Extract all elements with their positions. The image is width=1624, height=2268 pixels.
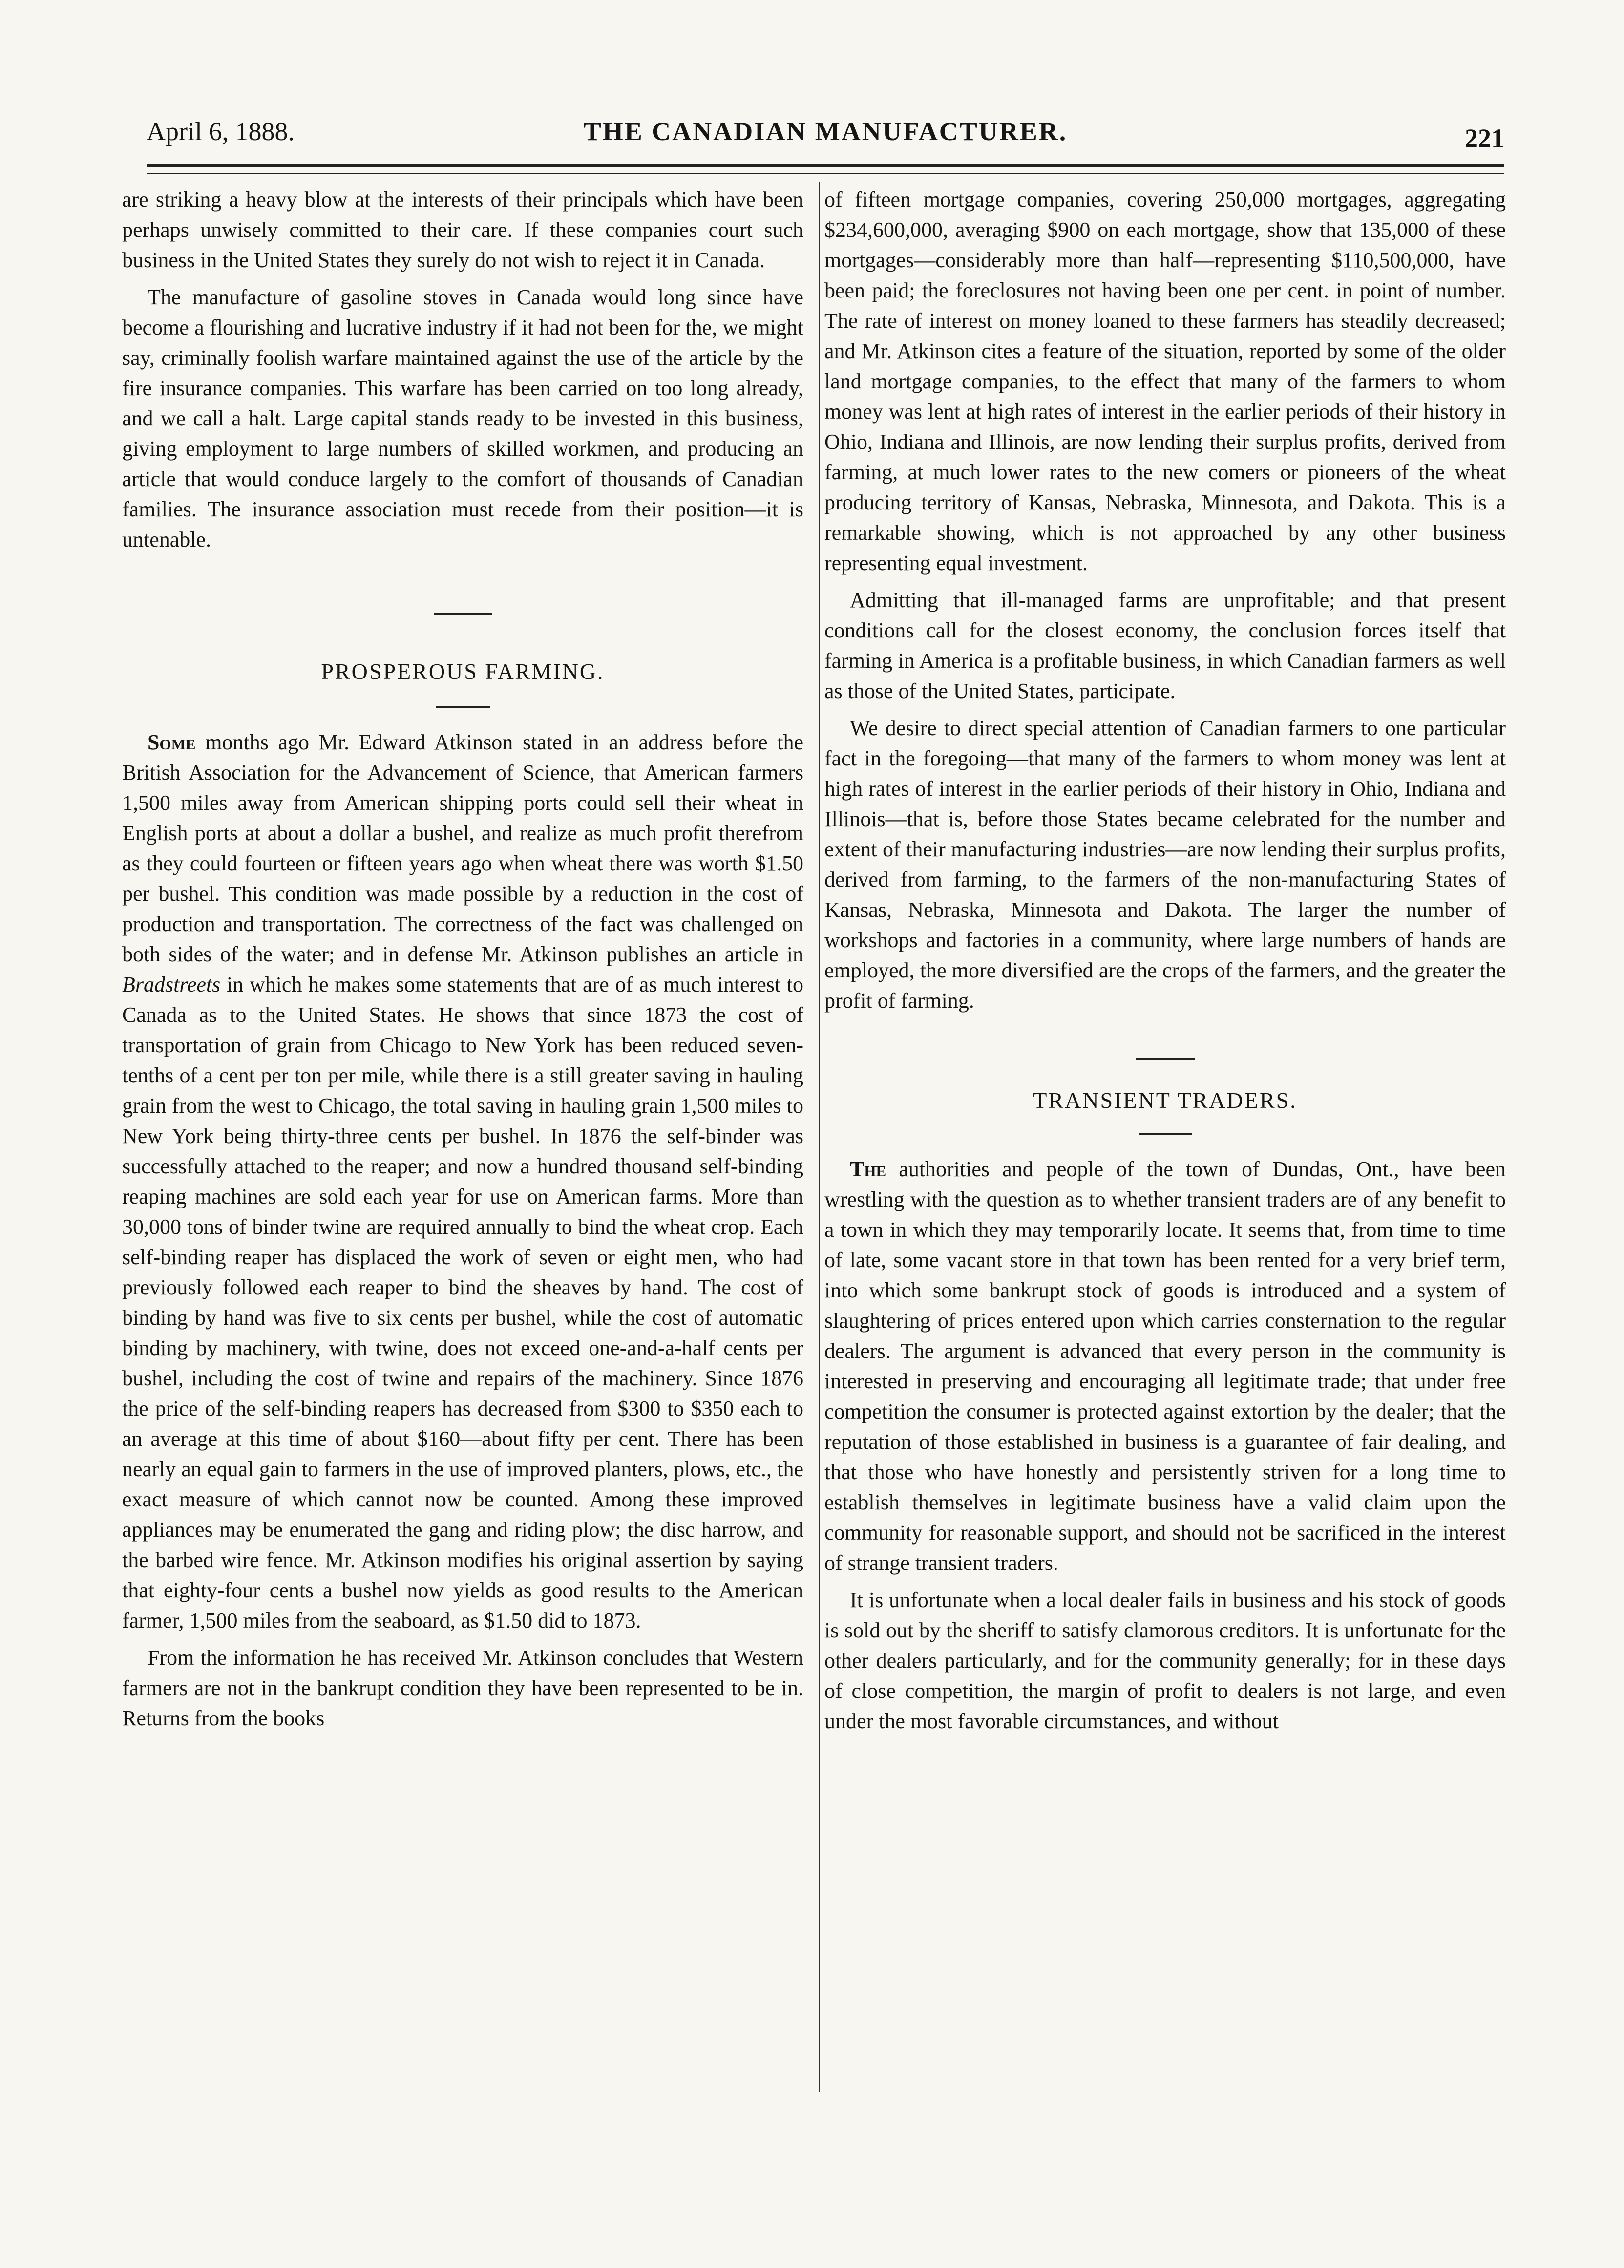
paragraph-text: authorities and people of the town of Dundas, Ont., have been wrestling with the question as to whether transient traders are of any benefit to a town in which they may temporarily locate. It seems that, from time to time of late, some vacant store in that town has been rented for a very brief term, into which some bankrupt stock of goods is introduced and a system of slaughtering of prices entered upon which carries consternation to the regular dealers. The argument is advanced that every person in the community is interested in preserving and encouraging all legitimate trade; that under free competition the consumer is protected against extortion by the dealer; that the reputation of those established in business is a guarantee of fair dealing, and that those who have honestly and persistently striven for a long time to establish themselves in legitimate business have a valid claim upon the community for reasonable support, and should not be sacrificed in the interest of strange transient traders. — [824, 1157, 1506, 1575]
article-paragraph: are striking a heavy blow at the interests of their principals which have been perhaps unwisely committed to their care. If these companies court such business in the United States they surely do not wish to reject it in Canada. — [122, 188, 803, 272]
masthead — [147, 116, 1504, 165]
article-paragraph: From the information he has received Mr. Atkinson concludes that Western farmers are not in the bankrupt condition they have been represented to be in. Returns from the books — [122, 1646, 803, 1730]
section-heading: PROSPEROUS FARMING. — [321, 659, 605, 684]
issue-date: April 6, 1888. — [147, 117, 295, 146]
publication-title: THE CANADIAN MANUFACTURER. — [583, 117, 1068, 146]
heading-underline — [1139, 1133, 1192, 1135]
heading-underline — [436, 706, 490, 708]
article-paragraph: The manufacture of gasoline stoves in Canada would long since have become a flourishing and lucrative industry if it had not been for the, we might say, criminally foolish warfare maintained against the use of the article by the fire insurance companies. This warfare has been carried on too long already, and we call a halt. Large capital stands ready to be invested in this business, giving employment to large numbers of skilled workmen, and producing an article that would conduce largely to the comfort of thousands of Canadian families. The insurance association must recede from their position—it is untenable. — [122, 285, 803, 551]
section-divider — [1136, 1058, 1195, 1060]
section-divider — [434, 613, 492, 615]
article-paragraph — [122, 727, 803, 1636]
section-heading: TRANSIENT TRADERS. — [1033, 1088, 1297, 1113]
paragraph-text: in which he makes some statements that are of as much interest to Canada as to the United States. He shows that since 1873 the cost of transportation of grain from Chicago to New York has been reduced seven-tenths of a cent per ton per mile, while there is a still greater saving in hauling grain from the west to Chicago, the total saving in hauling grain 1,500 miles to New York being thirty-three cents per bushel. In 1876 the self-binder was successfully attached to the reaper; and now a hundred thousand self-binding reaping machines are sold each year for use on American farms. More than 30,000 tons of binder twine are required annually to bind the wheat crop. Each self-binding reaper has displaced the work of seven or eight men, who had previously followed each reaper to bind the sheaves by hand. The cost of binding by hand was five to six cents per bushel, while the cost of automatic binding by machinery, with twine, does not exceed one-and-a-half cents per bushel, including the cost of twine and repairs of the machinery. Since 1876 the price of the self-binding reapers has decreased from $300 to $350 each to an average at this time of about $160—about fifty per cent. There has been nearly an equal gain to farmers in the use of improved planters, plows, etc., the exact measure of which cannot now be counted. Among these improved appliances may be enumerated the gang and riding plow; the disc harrow, and the barbed wire fence. Mr. Atkinson modifies his original assertion by saying that eighty-four cents a bushel now yields as good results to the American farmer, 1,500 miles from the seaboard, as $1.50 did to 1873. — [122, 973, 803, 1632]
paragraph-text: months ago Mr. Edward Atkinson stated in an address before the British Association for the Advancement of Science, that American farmers 1,500 miles away from American shipping ports could sell their wheat in English ports at about a dollar a bushel, and realize as much profit therefrom as they could fourteen or fifteen years ago when wheat there was worth $1.50 per bushel. This condition was made possible by a reduction in the cost of production and transportation. The correctness of the fact was challenged on both sides of the water; and in defense Mr. Atkinson publishes an article in — [122, 730, 803, 966]
lead-word: Some — [148, 730, 196, 754]
lead-word: The — [850, 1157, 886, 1181]
column-divider — [819, 182, 820, 2092]
article-paragraph: We desire to direct special attention of Canadian farmers to one particular fact in the foregoing—that many of the farmers to whom money was lent at high rates of interest in the earlier periods of their history in Ohio, Indiana and Illinois—that is, before those States became celebrated for the number and extent of their manufacturing industries—are now lending their surplus profits, derived from farming, to the farmers of the non-manufacturing States of Kansas, Nebraska, Minnesota and Dakota. The larger the number of workshops and factories in a community, where large numbers of hands are employed, the more diversified are the crops of the farmers, and the greater the profit of farming. — [824, 716, 1506, 1013]
header-rule-bottom — [147, 173, 1504, 174]
right-column — [824, 185, 1506, 1743]
article-paragraph — [824, 1154, 1506, 1578]
article-paragraph: Admitting that ill-managed farms are unprofitable; and that present conditions call for the closest economy, the conclusion forces itself that farming in America is a profitable business, in which Canadian farmers as well as those of the United States, participate. — [824, 588, 1506, 703]
article-paragraph: of fifteen mortgage companies, covering 250,000 mortgages, aggregating $234,600,000, averaging $900 on each mortgage, show that 135,000 of these mortgages—considerably more than half—representing $110,500,000, have been paid; the foreclosures not having been one per cent. in point of number. The rate of interest on money loaned to these farmers has steadily decreased; and Mr. Atkinson cites a feature of the situation, reported by some of the older land mortgage companies, to the effect that many of the farmers to whom money was lent at high rates of interest in the earlier periods of their history in Ohio, Indiana and Illinois, are now lending their surplus profits, derived from farming, at much lower rates to the new comers or pioneers of the wheat producing territory of Kansas, Nebraska, Minnesota, and Dakota. This is a remarkable showing, which is not approached by any other business representing equal investment. — [824, 188, 1506, 575]
publication-name: Bradstreets — [122, 973, 221, 996]
header-rule-top — [147, 164, 1504, 167]
article-paragraph: It is unfortunate when a local dealer fails in business and his stock of goods is sold out by the sheriff to satisfy clamorous creditors. It is unfortunate for the other dealers particularly, and for the community generally; for in these days of close competition, the margin of profit to dealers is not large, and even under the most favorable circumstances, and without — [824, 1588, 1506, 1733]
page-number: 221 — [1465, 124, 1504, 153]
left-column — [122, 185, 803, 1740]
